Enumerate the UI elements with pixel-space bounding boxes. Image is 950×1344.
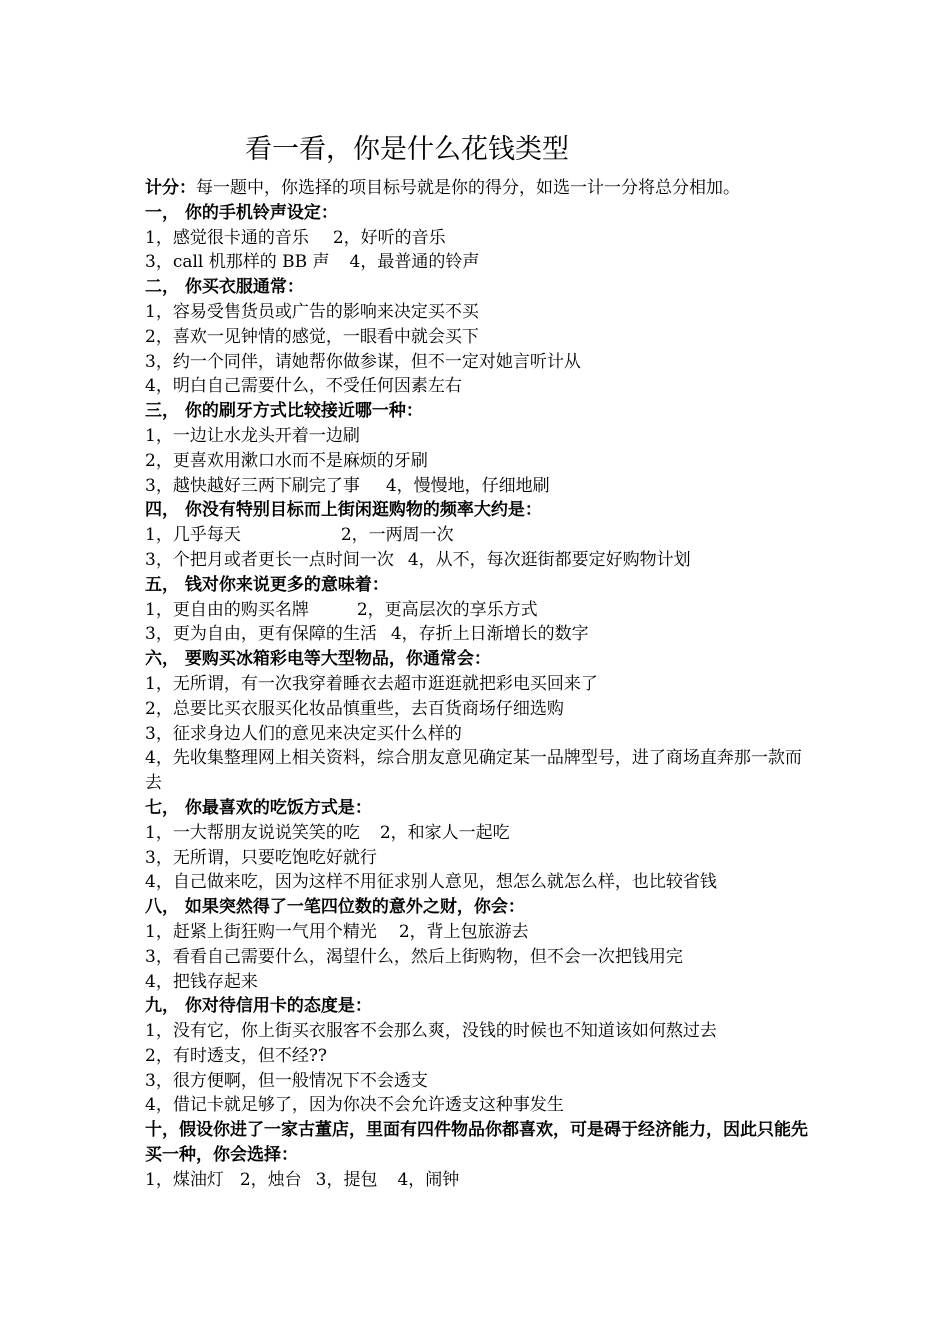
option-line — [145, 300, 815, 325]
question-heading: 五， 钱对你来说更多的意味着： — [145, 574, 389, 595]
answer-option: 1，感觉很卡通的音乐 — [145, 227, 309, 248]
answer-option: 4，从不，每次逛街都要定好购物计划 — [407, 549, 691, 570]
option-line — [145, 870, 815, 895]
option-line — [145, 722, 815, 747]
answer-option: 2，背上包旅游去 — [398, 921, 529, 942]
answer-option: 4，明白自己需要什么，不受任何因素左右 — [145, 376, 462, 397]
answer-option: 3，约一个同伴，请她帮你做参谋，但不一定对她言听计从 — [145, 351, 581, 372]
answer-option: 1，没有它，你上街买衣服客不会那么爽，没钱的时候也不知道该如何熬过去 — [145, 1021, 717, 1042]
option-line — [145, 350, 815, 375]
option-line — [145, 970, 815, 995]
answer-option: 2，和家人一起吃 — [379, 822, 510, 843]
option-line — [145, 474, 815, 499]
answer-option: 3，看看自己需要什么，渴望什么，然后上街购物，但不会一次把钱用完 — [145, 946, 683, 967]
answer-option: 3，无所谓，只要吃饱吃好就行 — [145, 847, 377, 868]
option-line — [145, 523, 815, 548]
option-line — [145, 1044, 815, 1069]
question-list — [145, 201, 815, 1193]
option-line — [145, 1069, 815, 1094]
option-line — [145, 250, 815, 275]
scoring-label: 计分： — [145, 178, 196, 198]
question-heading: 三， 你的刷牙方式比较接近哪一种： — [145, 401, 423, 422]
answer-option: 2，更高层次的享乐方式 — [356, 599, 538, 620]
option-line — [145, 1093, 815, 1118]
option-line — [145, 598, 815, 623]
answer-option: 2，总要比买衣服买化妆品慎重些，去百货商场仔细选购 — [145, 698, 564, 719]
option-line — [145, 622, 815, 647]
answer-option: 3，很方便啊，但一般情况下不会透支 — [145, 1070, 428, 1091]
answer-option: 1，几乎每天 — [145, 525, 241, 546]
option-line — [145, 945, 815, 970]
answer-option: 1，一边让水龙头开着一边刷 — [145, 425, 360, 446]
answer-option: 1，一大帮朋友说说笑笑的吃 — [145, 822, 360, 843]
option-line — [145, 226, 815, 251]
answer-option: 4，自己做来吃，因为这样不用征求别人意见，想怎么就怎么样，也比较省钱 — [145, 872, 717, 893]
option-line — [145, 821, 815, 846]
answer-option: 2，喜欢一见钟情的感觉，一眼看中就会买下 — [145, 326, 479, 347]
answer-option: 1，煤油灯 — [145, 1169, 224, 1190]
answer-option: 4，先收集整理网上相关资料，综合朋友意见确定某一品牌型号，进了商场直奔那一款而去 — [145, 748, 802, 794]
scoring-rule — [145, 176, 815, 201]
question-heading: 九， 你对待信用卡的态度是： — [145, 996, 372, 1017]
question-heading: 八， 如果突然得了一笔四位数的意外之财，你会： — [145, 897, 525, 918]
option-line — [145, 697, 815, 722]
answer-option: 2，更喜欢用漱口水而不是麻烦的牙刷 — [145, 450, 428, 471]
option-line — [145, 424, 815, 449]
question-heading: 一， 你的手机铃声设定： — [145, 202, 338, 223]
question-heading: 十，假设你进了一家古董店，里面有四件物品你都喜欢，可是碍于经济能力，因此只能先买一种，你会选择： — [145, 1120, 808, 1166]
answer-option: 3，提包 — [315, 1169, 378, 1190]
document-title: 看一看，你是什么花钱类型 — [245, 134, 569, 165]
answer-option: 4，慢慢地，仔细地刷 — [385, 475, 550, 496]
option-line — [145, 846, 815, 871]
question-heading: 二， 你买衣服通常： — [145, 277, 304, 298]
question-heading: 六， 要购买冰箱彩电等大型物品，你通常会： — [145, 649, 491, 670]
answer-option: 2，有时透支，但不经?? — [145, 1045, 328, 1066]
answer-option: 2，一两周一次 — [340, 525, 454, 546]
answer-option: 2，烛台 — [239, 1169, 302, 1190]
option-line — [145, 325, 815, 350]
answer-option: 3，call 机那样的 BB 声 — [145, 252, 330, 273]
answer-option: 4，最普通的铃声 — [349, 252, 480, 273]
answer-option: 3，征求身边人们的意见来决定买什么样的 — [145, 723, 462, 744]
answer-option: 1，无所谓，有一次我穿着睡衣去超市逛逛就把彩电买回来了 — [145, 673, 598, 694]
option-line — [145, 548, 815, 573]
question-heading: 四， 你没有特别目标而上街闲逛购物的频率大约是： — [145, 500, 542, 521]
answer-option: 4，把钱存起来 — [145, 971, 258, 992]
answer-option: 1，赶紧上街狂购一气用个精光 — [145, 921, 377, 942]
option-line — [145, 672, 815, 697]
option-line — [145, 1019, 815, 1044]
option-line — [145, 1168, 815, 1193]
scoring-text: 每一题中，你选择的项目标号就是你的得分，如选一计一分将总分相加。 — [196, 178, 740, 198]
answer-option: 4，闹钟 — [397, 1169, 460, 1190]
question-heading: 七， 你最喜欢的吃饭方式是： — [145, 797, 372, 818]
answer-option: 4，存折上日渐增长的数字 — [390, 624, 589, 645]
answer-option: 1，更自由的购买名牌 — [145, 599, 309, 620]
answer-option: 3，越快越好三两下刷完了事 — [145, 475, 360, 496]
answer-option: 4，借记卡就足够了，因为你决不会允许透支这种事发生 — [145, 1095, 564, 1116]
document-page — [145, 128, 815, 1193]
answer-option: 3，个把月或者更长一点时间一次 — [145, 549, 394, 570]
answer-option: 3，更为自由，更有保障的生活 — [145, 624, 377, 645]
answer-option: 2，好听的音乐 — [332, 227, 446, 248]
option-line — [145, 920, 815, 945]
option-line — [145, 374, 815, 399]
option-line — [145, 746, 815, 796]
answer-option: 1，容易受售货员或广告的影响来决定买不买 — [145, 301, 479, 322]
option-line — [145, 449, 815, 474]
